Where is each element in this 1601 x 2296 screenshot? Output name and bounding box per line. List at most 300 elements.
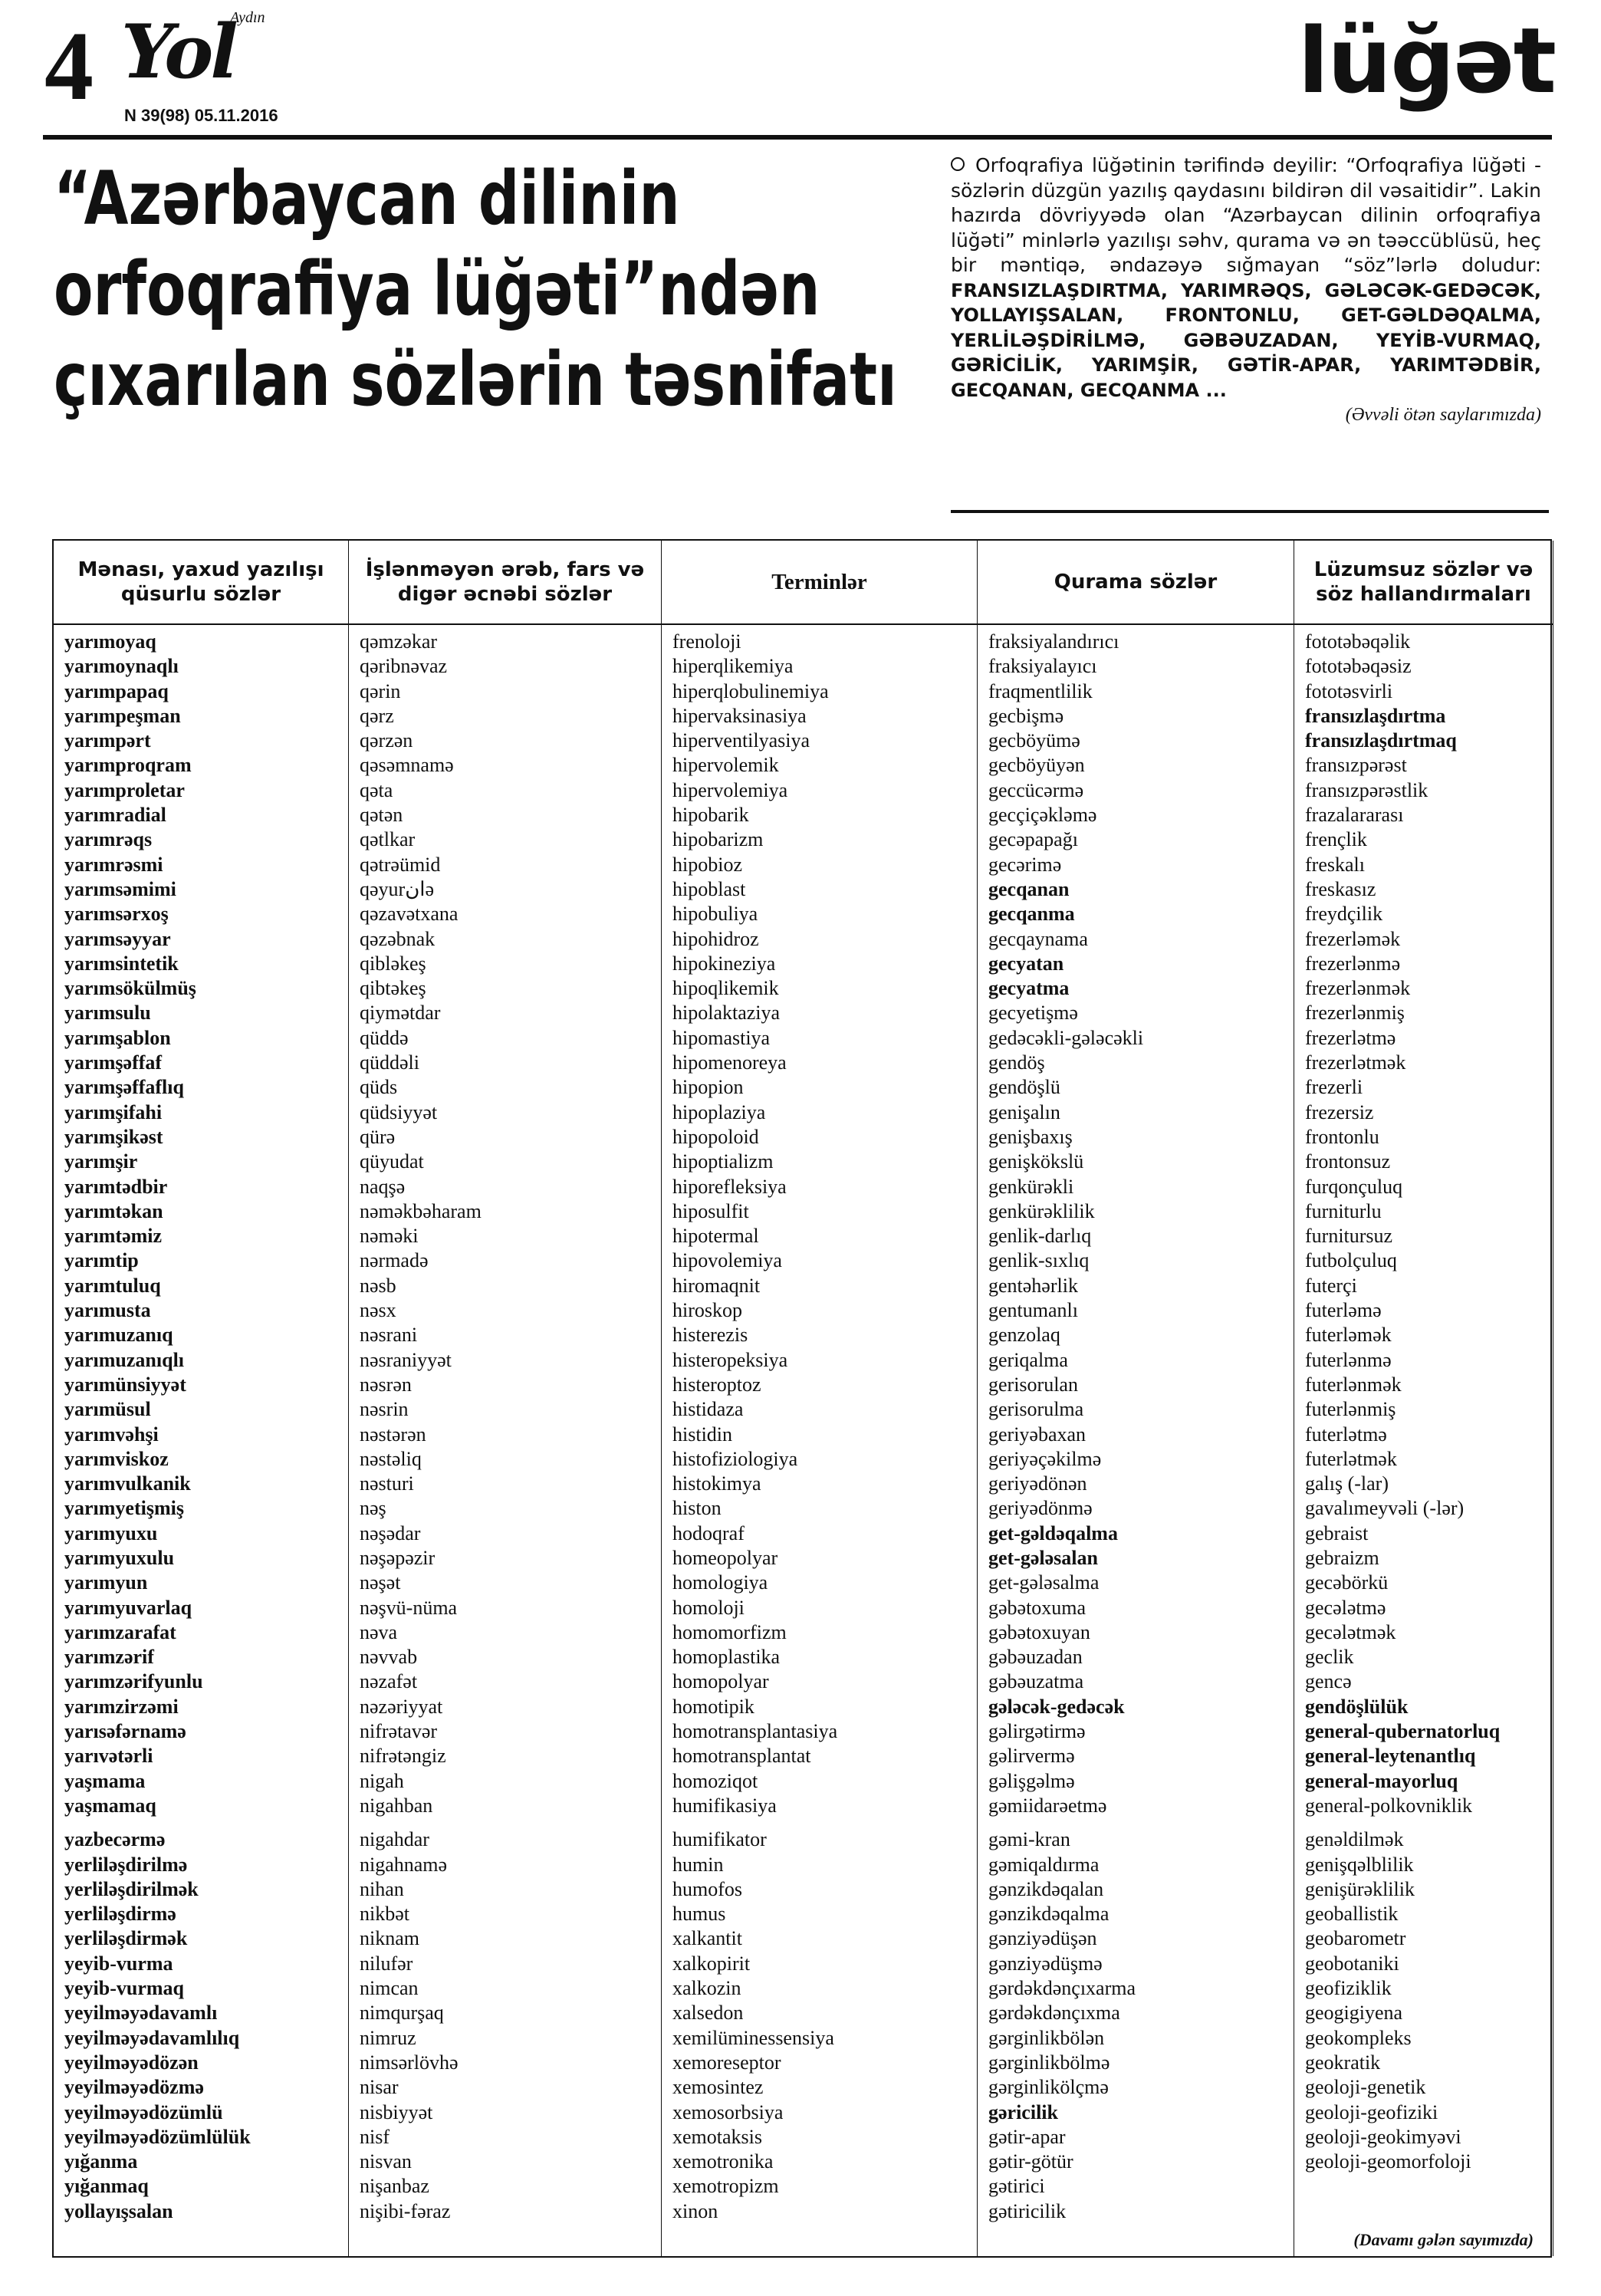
- word-entry: gəlirvermə: [988, 1745, 1075, 1768]
- word-entry: gərginlikbölən: [988, 2026, 1105, 2049]
- word-entry: xinon: [672, 2199, 718, 2222]
- word-entry: fransızpərəstlik: [1305, 778, 1428, 801]
- newspaper-logo: Yol: [121, 8, 235, 95]
- issue-info: N 39(98) 05.11.2016: [124, 106, 278, 125]
- word-entry: gərdəkdənçıxarma: [988, 1977, 1136, 2000]
- word-entry: humus: [672, 1903, 726, 1926]
- word-entry: histofiziologiya: [672, 1447, 798, 1470]
- word-entry: yarımşifahi: [64, 1100, 163, 1123]
- intro-text: Orfoqrafiya lüğətinin tərifində deyilir: “Orfoqrafiya lüğəti - sözlərin düzgün yazılış qaydasını bildirən dil vəsaitidir”. Lakin hazırda dövriyyədə olan “Azərbaycan dilinin orfoqrafiya lüğəti” minlərlə yazılışı səhv, qurama və ən təəccüblüsü, heç bir məntiqə, əndazəyə sığmayan “söz”lərlə doludur:: [951, 154, 1541, 276]
- word-entry: futerləmək: [1305, 1324, 1392, 1347]
- word-entry: nişibi-fəraz: [360, 2199, 451, 2222]
- word-entry: gecqanan: [988, 877, 1070, 900]
- word-entry: homotransplantat: [672, 1745, 811, 1768]
- word-entry: qəyurانə: [360, 877, 435, 900]
- word-entry: furqonçuluq: [1305, 1175, 1403, 1198]
- word-entry: yarıvətərli: [64, 1745, 153, 1768]
- word-entry: qüddə: [360, 1026, 409, 1049]
- word-entry: humofos: [672, 1877, 742, 1900]
- word-entry: hipomastiya: [672, 1026, 771, 1049]
- word-entry: genişürəklilik: [1305, 1877, 1415, 1900]
- word-entry: gərginlikbölmə: [988, 2051, 1110, 2074]
- word-entry: gendöş: [988, 1051, 1045, 1074]
- headline-line: “Azərbaycan dilinin: [54, 156, 680, 242]
- word-entry: yarımsulu: [64, 1002, 151, 1025]
- word-entry: nəvvab: [360, 1646, 418, 1669]
- word-entry: frençlik: [1305, 828, 1367, 851]
- word-entry: galış (-lar): [1305, 1472, 1389, 1495]
- word-entry: geoballistik: [1305, 1903, 1399, 1926]
- word-entry: yarımpeşman: [64, 704, 181, 727]
- word-entry: gətirici: [988, 2175, 1045, 2198]
- word-list: [978, 625, 1294, 2224]
- word-entry: fototəsvirli: [1305, 679, 1393, 702]
- word-entry: hipomenoreya: [672, 1051, 787, 1074]
- word-entry: qüddəli: [360, 1051, 419, 1074]
- word-entry: nəsturi: [360, 1472, 414, 1495]
- word-entry: freskasız: [1305, 877, 1376, 900]
- word-entry: geobotaniki: [1305, 1952, 1399, 1975]
- word-entry: gəlirgətirmə: [988, 1720, 1086, 1743]
- word-entry: nihan: [360, 1877, 404, 1900]
- word-entry: gentəhərlik: [988, 1274, 1078, 1297]
- word-entry: nisvan: [360, 2150, 412, 2173]
- word-entry: nisar: [360, 2076, 399, 2099]
- word-entry: nəşədar: [360, 1521, 421, 1544]
- word-entry: histon: [672, 1497, 722, 1520]
- word-entry: niknam: [360, 1927, 419, 1950]
- word-entry: homoloji: [672, 1596, 745, 1619]
- word-entry: nəməki: [360, 1225, 419, 1248]
- word-entry: gəmi-kran: [988, 1828, 1070, 1851]
- word-entry: geriyədönmə: [988, 1497, 1093, 1520]
- word-entry: hipopoloid: [672, 1125, 759, 1148]
- word-entry: nisbiyyət: [360, 2100, 433, 2123]
- word-entry: nəzəriyyat: [360, 1695, 443, 1718]
- group-gap: [64, 1818, 348, 1827]
- word-entry: yarımtəkan: [64, 1199, 163, 1222]
- word-entry: frezerlənmiş: [1305, 1002, 1405, 1025]
- word-entry: nimcan: [360, 1977, 419, 2000]
- word-entry: yarımzərifyunlu: [64, 1670, 203, 1693]
- word-entry: frezersiz: [1305, 1100, 1374, 1123]
- word-entry: nilufər: [360, 1952, 413, 1975]
- word-entry: frontonsuz: [1305, 1150, 1391, 1173]
- word-entry: geokompleks: [1305, 2026, 1412, 2049]
- word-entry: gecböyüyən: [988, 754, 1085, 777]
- column-header: İşlənməyən ərəb, fars və digər əcnəbi sözlər: [349, 541, 661, 625]
- word-entry: homotipik: [672, 1695, 754, 1718]
- word-entry: nəsrin: [360, 1398, 409, 1421]
- word-entry: gecərimə: [988, 853, 1062, 876]
- word-entry: fototəbəqəsiz: [1305, 655, 1412, 678]
- word-entry: xemilüminessensiya: [672, 2026, 834, 2049]
- intro-paragraph: [951, 153, 1541, 428]
- word-entry: hipoptializm: [672, 1150, 774, 1173]
- word-entry: nəsrən: [360, 1373, 412, 1396]
- word-entry: futerlənmə: [1305, 1348, 1392, 1371]
- word-entry: yerliləşdirilmək: [64, 1877, 199, 1900]
- word-entry: xemosintez: [672, 2076, 764, 2099]
- page-number: 4: [44, 12, 94, 120]
- word-entry: gəbəuzadan: [988, 1646, 1083, 1669]
- word-entry: qəsəmnamə: [360, 754, 454, 777]
- word-entry: yarımvulkanik: [64, 1472, 191, 1495]
- word-entry: yarımzirzəmi: [64, 1695, 179, 1718]
- word-entry: nəzafət: [360, 1670, 418, 1693]
- word-entry: hipovolemiya: [672, 1249, 782, 1272]
- word-entry: qüds: [360, 1076, 398, 1099]
- word-entry: yarımşəffaflıq: [64, 1076, 184, 1099]
- word-entry: nəməkbəharam: [360, 1199, 482, 1222]
- word-entry: yığanmaq: [64, 2175, 149, 2198]
- word-entry: yarımyetişmiş: [64, 1497, 184, 1520]
- word-entry: yaşmamaq: [64, 1794, 156, 1817]
- word-entry: histeroptoz: [672, 1373, 761, 1396]
- word-entry: freskalı: [1305, 853, 1365, 876]
- word-entry: genkürəklilik: [988, 1199, 1095, 1222]
- word-entry: humin: [672, 1853, 724, 1876]
- word-entry: futbolçuluq: [1305, 1249, 1397, 1272]
- word-entry: yarımtip: [64, 1249, 139, 1272]
- word-entry: gətir-apar: [988, 2125, 1066, 2148]
- column-header: Mənası, yaxud yazılışı qüsurlu sözlər: [54, 541, 348, 625]
- word-entry: hipobuliya: [672, 903, 758, 926]
- word-entry: yeyilməyədavamlılıq: [64, 2026, 240, 2049]
- word-entry: nigahdar: [360, 1828, 429, 1851]
- word-entry: frezerlənmək: [1305, 977, 1411, 1000]
- word-entry: qibləkeş: [360, 952, 426, 975]
- word-entry: frezerlətmə: [1305, 1026, 1396, 1049]
- word-entry: gecələtmək: [1305, 1620, 1396, 1643]
- word-entry: hiromaqnit: [672, 1274, 761, 1297]
- word-entry: geoloji-geokimyəvi: [1305, 2125, 1461, 2148]
- word-entry: genişbaxış: [988, 1125, 1073, 1148]
- word-entry: homologiya: [672, 1571, 768, 1594]
- word-entry: yarımünsiyyət: [64, 1373, 186, 1396]
- word-entry: nəva: [360, 1620, 398, 1643]
- word-entry: nigahnamə: [360, 1853, 448, 1876]
- word-entry: gendöşlülük: [1305, 1695, 1409, 1718]
- word-entry: futerlətmə: [1305, 1423, 1387, 1446]
- word-entry: yarımpərt: [64, 729, 151, 752]
- word-list: [1294, 625, 1553, 2174]
- column-unnecessary-words: [1294, 541, 1553, 2256]
- word-entry: yerliləşdirmək: [64, 1927, 188, 1950]
- word-entry: gentumanlı: [988, 1299, 1078, 1322]
- word-entry: yerliləşdirmə: [64, 1903, 176, 1926]
- word-entry: yarımsintetik: [64, 952, 179, 975]
- column-header: Qurama sözlər: [978, 541, 1294, 625]
- word-entry: genişqəlblilik: [1305, 1853, 1414, 1876]
- word-entry: qərz: [360, 704, 394, 727]
- word-entry: hiperqlobulinemiya: [672, 679, 829, 702]
- section-title: lüğət: [1297, 8, 1555, 113]
- word-entry: nəsraniyyət: [360, 1348, 452, 1371]
- word-entry: get-gəldəqalma: [988, 1521, 1118, 1544]
- word-entry: genişalın: [988, 1100, 1060, 1123]
- word-entry: xalkantit: [672, 1927, 742, 1950]
- word-entry: geobarometr: [1305, 1927, 1406, 1950]
- word-entry: hipokineziya: [672, 952, 776, 975]
- bullet-icon: [951, 157, 965, 171]
- word-list: [54, 625, 348, 2224]
- word-entry: yerliləşdirilmə: [64, 1853, 188, 1876]
- word-entry: futerləmə: [1305, 1299, 1382, 1322]
- group-gap: [1305, 1818, 1553, 1827]
- word-entry: yarımzərif: [64, 1646, 154, 1669]
- word-entry: humifikator: [672, 1828, 767, 1851]
- word-entry: gedəcəkli-gələcəkli: [988, 1026, 1144, 1049]
- word-entry: gərginlikölçmə: [988, 2076, 1109, 2099]
- word-entry: yarımsəyyar: [64, 927, 171, 950]
- word-entry: gecyatma: [988, 977, 1070, 1000]
- word-entry: gerisorulma: [988, 1398, 1084, 1421]
- word-entry: yeyilməyədavamlı: [64, 2002, 218, 2025]
- word-entry: gebraist: [1305, 1521, 1369, 1544]
- word-entry: frontonlu: [1305, 1125, 1379, 1148]
- word-entry: yeyilməyədözümlü: [64, 2100, 223, 2123]
- word-list: [662, 625, 977, 2224]
- word-entry: gəbətoxuyan: [988, 1620, 1090, 1643]
- word-entry: histidin: [672, 1423, 733, 1446]
- word-entry: futerlətmək: [1305, 1447, 1397, 1470]
- word-entry: hipobarizm: [672, 828, 764, 851]
- word-entry: fraksiyalayıcı: [988, 655, 1097, 678]
- word-entry: yarımtəmiz: [64, 1225, 163, 1248]
- word-entry: qəmzəkar: [360, 630, 438, 653]
- article-headline: [54, 153, 897, 425]
- word-entry: histeropeksiya: [672, 1348, 788, 1371]
- word-entry: yollayışsalan: [64, 2199, 173, 2222]
- word-entry: gənziyədüşən: [988, 1927, 1097, 1950]
- word-entry: hodoqraf: [672, 1521, 745, 1544]
- word-entry: nimsərlövhə: [360, 2051, 459, 2074]
- column-foreign-words: [349, 541, 662, 2256]
- column-terms: [662, 541, 978, 2256]
- word-entry: yarımuzanıq: [64, 1324, 173, 1347]
- word-entry: qəribnəvaz: [360, 655, 448, 678]
- word-entry: qətlkar: [360, 828, 416, 851]
- word-entry: frezerlətmək: [1305, 1051, 1406, 1074]
- word-entry: gecyatan: [988, 952, 1064, 975]
- word-entry: frezerli: [1305, 1076, 1363, 1099]
- word-entry: frezerlənmə: [1305, 952, 1401, 975]
- word-entry: yeyilməyədözən: [64, 2051, 199, 2074]
- word-entry: nifrətavər: [360, 1720, 438, 1743]
- word-entry: fraqmentlilik: [988, 679, 1093, 702]
- word-entry: hipolaktaziya: [672, 1002, 781, 1025]
- word-entry: qətrəümid: [360, 853, 441, 876]
- word-entry: yaşmama: [64, 1769, 146, 1792]
- word-entry: frazalararası: [1305, 804, 1404, 827]
- word-entry: yarımtədbir: [64, 1175, 168, 1198]
- word-entry: homopolyar: [672, 1670, 769, 1693]
- word-entry: homotransplantasiya: [672, 1720, 838, 1743]
- headline-line: çıxarılan sözlərin təsnifatı: [54, 337, 897, 423]
- word-entry: yarımrəqs: [64, 828, 153, 851]
- word-entry: qətən: [360, 804, 403, 827]
- intro-note: (Əvvəli ötən saylarımızda): [1345, 405, 1541, 425]
- word-entry: yarımuzanıqlı: [64, 1348, 185, 1371]
- word-entry: frezerləmək: [1305, 927, 1401, 950]
- intro-rule: [951, 510, 1549, 513]
- word-entry: yarımradial: [64, 804, 166, 827]
- word-entry: xemotronika: [672, 2150, 774, 2173]
- word-entry: yarımyuvarlaq: [64, 1596, 192, 1619]
- word-entry: hiposulfit: [672, 1199, 749, 1222]
- word-entry: genkürəkli: [988, 1175, 1074, 1198]
- word-entry: hiporefleksiya: [672, 1175, 787, 1198]
- word-entry: gəmiqaldırma: [988, 1853, 1100, 1876]
- column-header: Terminlər: [662, 541, 977, 625]
- word-entry: furnitursuz: [1305, 1225, 1393, 1248]
- word-entry: futerlənmək: [1305, 1373, 1402, 1396]
- word-entry: yazbecərmə: [64, 1828, 166, 1851]
- word-entry: gecçiçəkləmə: [988, 804, 1097, 827]
- word-entry: nəşəpəzir: [360, 1546, 436, 1569]
- word-entry: get-gələsalma: [988, 1571, 1100, 1594]
- word-entry: nişanbaz: [360, 2175, 429, 2198]
- word-entry: yarımyuxulu: [64, 1546, 175, 1569]
- word-entry: geoloji-genetik: [1305, 2076, 1426, 2099]
- word-entry: gerisorulan: [988, 1373, 1078, 1396]
- word-entry: yarımsərxoş: [64, 903, 169, 926]
- word-entry: qərzən: [360, 729, 413, 752]
- word-entry: nəsrani: [360, 1324, 418, 1347]
- word-entry: histokimya: [672, 1472, 761, 1495]
- intro-examples: FRANSIZLAŞDIRTMA, YARIMRƏQS, GƏLƏCƏK-GEDƏCƏK, YOLLAYIŞSALAN, FRONTONLU, GET-GƏLDƏQALMA, YERLİLƏŞDİRİLMƏ, GƏBƏUZADAN, YEYİB-VURMAQ, GƏRİCİLİK, YARIMŞİR, GƏTİR-APAR, YARIMTƏDBİR, GECQANAN, GECQANMA ...: [951, 279, 1541, 401]
- word-entry: geriyəçəkilmə: [988, 1447, 1102, 1470]
- word-entry: nigahban: [360, 1794, 433, 1817]
- word-entry: genişkökslü: [988, 1150, 1084, 1173]
- word-entry: geoloji-geofiziki: [1305, 2100, 1438, 2123]
- continued-note: (Davamı gələn sayımızda): [1353, 2230, 1534, 2249]
- word-entry: nimqurşaq: [360, 2002, 444, 2025]
- word-entry: xalkozin: [672, 1977, 741, 2000]
- word-entry: nigah: [360, 1769, 404, 1792]
- word-entry: hiperventilyasiya: [672, 729, 810, 752]
- word-entry: hipervaksinasiya: [672, 704, 807, 727]
- word-entry: gəbəuzatma: [988, 1670, 1084, 1693]
- word-entry: yarımsəmimi: [64, 877, 176, 900]
- word-table: [52, 539, 1552, 2258]
- word-entry: gecəpapağı: [988, 828, 1078, 851]
- word-entry: nəstəliq: [360, 1447, 422, 1470]
- word-entry: hipervolemik: [672, 754, 779, 777]
- word-entry: hipobioz: [672, 853, 742, 876]
- word-entry: frenoloji: [672, 630, 741, 653]
- word-entry: yarımzarafat: [64, 1620, 176, 1643]
- word-entry: homeopolyar: [672, 1546, 778, 1569]
- word-entry: nəsb: [360, 1274, 396, 1297]
- word-entry: geclik: [1305, 1646, 1354, 1669]
- group-gap: [988, 1818, 1294, 1827]
- word-entry: qəzəbnak: [360, 927, 436, 950]
- word-entry: gecbişmə: [988, 704, 1064, 727]
- word-entry: gəricilik: [988, 2100, 1058, 2123]
- word-entry: xalsedon: [672, 2002, 744, 2025]
- word-entry: yarımsökülmüş: [64, 977, 196, 1000]
- word-entry: fototəbəqəlik: [1305, 630, 1411, 653]
- word-entry: gecqanma: [988, 903, 1075, 926]
- column-header: Lüzumsuz sözlər və söz hallandırmaları: [1294, 541, 1553, 625]
- header-rule: [43, 135, 1552, 140]
- word-entry: yarımusta: [64, 1299, 151, 1322]
- word-entry: yarımşəffaf: [64, 1051, 163, 1074]
- word-entry: qüyudat: [360, 1150, 424, 1173]
- word-entry: yeyib-vurma: [64, 1952, 173, 1975]
- word-entry: hipoqlikemik: [672, 977, 779, 1000]
- word-entry: nəstərən: [360, 1423, 426, 1446]
- word-entry: geriyədönən: [988, 1472, 1087, 1495]
- word-entry: hiperqlikemiya: [672, 655, 794, 678]
- word-entry: yeyib-vurmaq: [64, 1977, 184, 2000]
- word-entry: yarımşablon: [64, 1026, 171, 1049]
- column-made-up-words: [978, 541, 1294, 2256]
- word-entry: fransızpərəst: [1305, 754, 1407, 777]
- word-entry: geoloji-geomorfoloji: [1305, 2150, 1471, 2173]
- word-entry: nərmadə: [360, 1249, 429, 1272]
- word-entry: yarımşikəst: [64, 1125, 163, 1148]
- word-entry: naqşə: [360, 1175, 406, 1198]
- word-entry: gebraizm: [1305, 1546, 1379, 1569]
- word-entry: geriyəbaxan: [988, 1423, 1087, 1446]
- word-entry: gəbətoxuma: [988, 1596, 1087, 1619]
- word-entry: hipohidroz: [672, 927, 759, 950]
- word-entry: yarımviskoz: [64, 1447, 169, 1470]
- word-entry: genəldilmək: [1305, 1828, 1404, 1851]
- word-entry: qərin: [360, 679, 401, 702]
- word-entry: yarımüsul: [64, 1398, 151, 1421]
- word-entry: yarımtuluq: [64, 1274, 161, 1297]
- word-entry: nəsx: [360, 1299, 396, 1322]
- word-entry: histerezis: [672, 1324, 748, 1347]
- word-entry: hipopion: [672, 1076, 744, 1099]
- word-entry: yarımyun: [64, 1571, 148, 1594]
- word-entry: gətir-götür: [988, 2150, 1073, 2173]
- word-entry: freydçilik: [1305, 903, 1383, 926]
- word-entry: qüdsiyyət: [360, 1100, 438, 1123]
- word-entry: general-polkovniklik: [1305, 1794, 1473, 1817]
- word-entry: gecəbörkü: [1305, 1571, 1389, 1594]
- word-entry: gənziyədüşmə: [988, 1952, 1103, 1975]
- word-entry: fraksiyalandırıcı: [988, 630, 1119, 653]
- word-entry: get-gələsalan: [988, 1546, 1098, 1569]
- word-entry: xemotaksis: [672, 2125, 762, 2148]
- word-entry: qəzavətxana: [360, 903, 459, 926]
- word-entry: gəlişgəlmə: [988, 1769, 1075, 1792]
- word-entry: histidaza: [672, 1398, 744, 1421]
- word-entry: nikbət: [360, 1903, 409, 1926]
- word-entry: hipervolemiya: [672, 778, 788, 801]
- group-gap: [360, 1818, 661, 1827]
- word-entry: gavalımeyvəli (-lər): [1305, 1497, 1465, 1520]
- word-entry: xemoreseptor: [672, 2051, 781, 2074]
- word-entry: gətiricilik: [988, 2199, 1067, 2222]
- word-entry: homoziqot: [672, 1769, 758, 1792]
- word-entry: gəmiidarəetmə: [988, 1794, 1107, 1817]
- word-entry: general-qubernatorluq: [1305, 1720, 1501, 1743]
- word-entry: gendöşlü: [988, 1076, 1060, 1099]
- word-entry: nəşvü-nüma: [360, 1596, 458, 1619]
- word-entry: yarımoynaqlı: [64, 655, 179, 678]
- word-entry: gecyetişmə: [988, 1002, 1078, 1025]
- word-entry: geriqalma: [988, 1348, 1068, 1371]
- word-entry: qiymətdar: [360, 1002, 441, 1025]
- word-entry: yarımyuxu: [64, 1521, 158, 1544]
- word-entry: general-mayorluq: [1305, 1769, 1458, 1792]
